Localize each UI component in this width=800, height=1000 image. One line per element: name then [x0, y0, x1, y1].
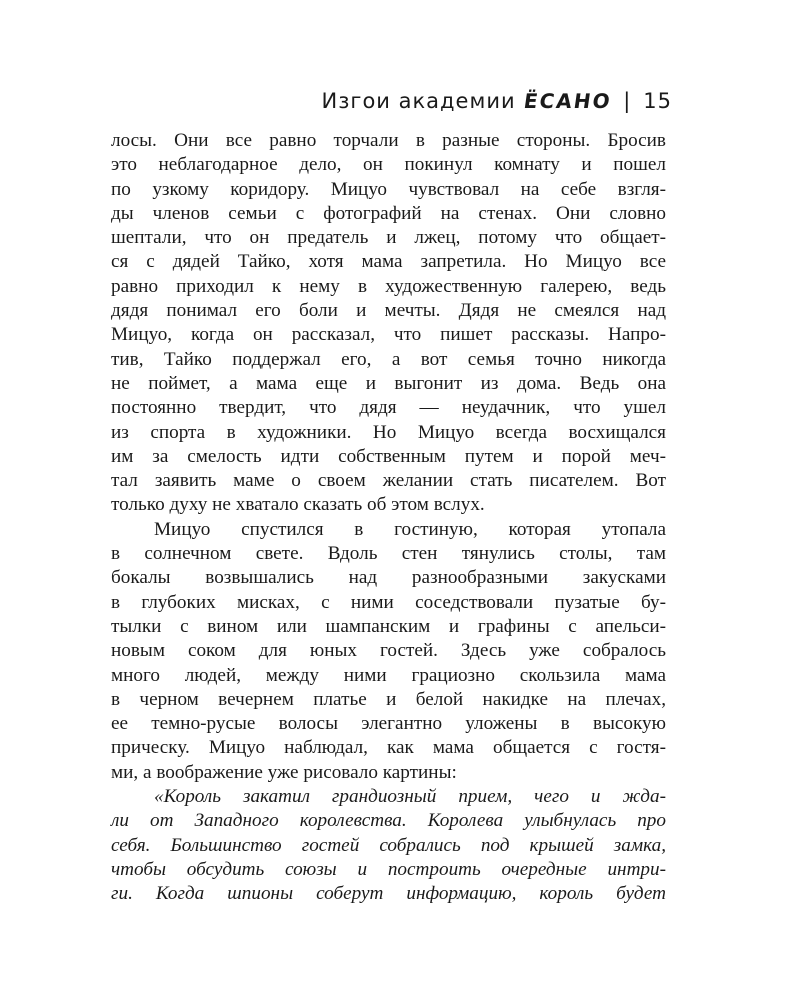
text-line: шептали, что он предатель и лжец, потому что общает-: [111, 227, 666, 249]
text-line: ми, а воображение уже рисовало картины:: [111, 761, 457, 783]
text-line: Мицуо, когда он рассказал, что пишет рассказы. Напро-: [111, 324, 666, 346]
text-line: дядя понимал его боли и мечты. Дядя не смеялся над: [111, 300, 666, 322]
text-line: тылки с вином или шампанским и графины с апельси-: [111, 615, 666, 637]
text-line: тал заявить маме о своем желании стать писателем. Вот: [111, 470, 666, 492]
text-line: постоянно твердит, что дядя — неудачник, что ушел: [111, 397, 666, 419]
body-text: [111, 129, 666, 907]
text-line: из спорта в художники. Но Мицуо всегда восхищался: [111, 421, 666, 443]
text-line: много людей, между ними грациозно скользила мама: [111, 664, 666, 686]
text-line: ее темно-русые волосы элегантно уложены в высокую: [111, 713, 666, 735]
text-line: тив, Тайко поддержал его, а вот семья точно никогда: [111, 348, 666, 370]
text-line: себя. Большинство гостей собрались под крышей замка,: [111, 834, 666, 856]
text-line: это неблагодарное дело, он покинул комнату и пошел: [111, 154, 666, 176]
text-line: прическу. Мицуо наблюдал, как мама общается с гостя-: [111, 737, 666, 759]
text-line: ги. Когда шпионы соберут информацию, король будет: [111, 883, 666, 905]
text-line: чтобы обсудить союзы и построить очередные интри-: [111, 858, 666, 880]
text-line: новым соком для юных гостей. Здесь уже собралось: [111, 640, 666, 662]
text-line: равно приходил к нему в художественную галерею, ведь: [111, 275, 666, 297]
text-line: только духу не хватало сказать об этом вслух.: [111, 494, 485, 516]
text-line: в солнечном свете. Вдоль стен тянулись столы, там: [111, 543, 666, 565]
text-line: бокалы возвышались над разнообразными закусками: [111, 567, 666, 589]
series-logo: ЁСАНО: [521, 89, 613, 113]
text-line: ды членов семьи с фотографий на стенах. Они словно: [111, 202, 666, 224]
text-line: им за смелость идти собственным путем и порой меч-: [111, 445, 666, 467]
text-line: в черном вечернем платье и белой накидке на плечах,: [111, 688, 666, 710]
text-line: не поймет, а мама еще и выгонит из дома. Ведь она: [111, 372, 666, 394]
page-number: 15: [643, 89, 672, 113]
text-line: лосы. Они все равно торчали в разные стороны. Бросив: [111, 130, 666, 151]
running-header: [322, 84, 672, 118]
text-line: «Король закатил грандиозный прием, чего и жда-: [154, 786, 666, 808]
text-line: в глубоких мисках, с ними соседствовали пузатые бу-: [111, 591, 666, 613]
header-separator: |: [623, 89, 632, 113]
text-line: ся с дядей Тайко, хотя мама запретила. Но Мицуо все: [111, 251, 666, 273]
text-line: по узкому коридору. Мицуо чувствовал на себе взгля-: [111, 178, 666, 200]
text-line: Мицуо спустился в гостиную, которая утопала: [154, 518, 666, 540]
text-line: ли от Западного королевства. Королева улыбнулась про: [111, 810, 666, 832]
book-title: Изгои академии: [321, 89, 516, 113]
